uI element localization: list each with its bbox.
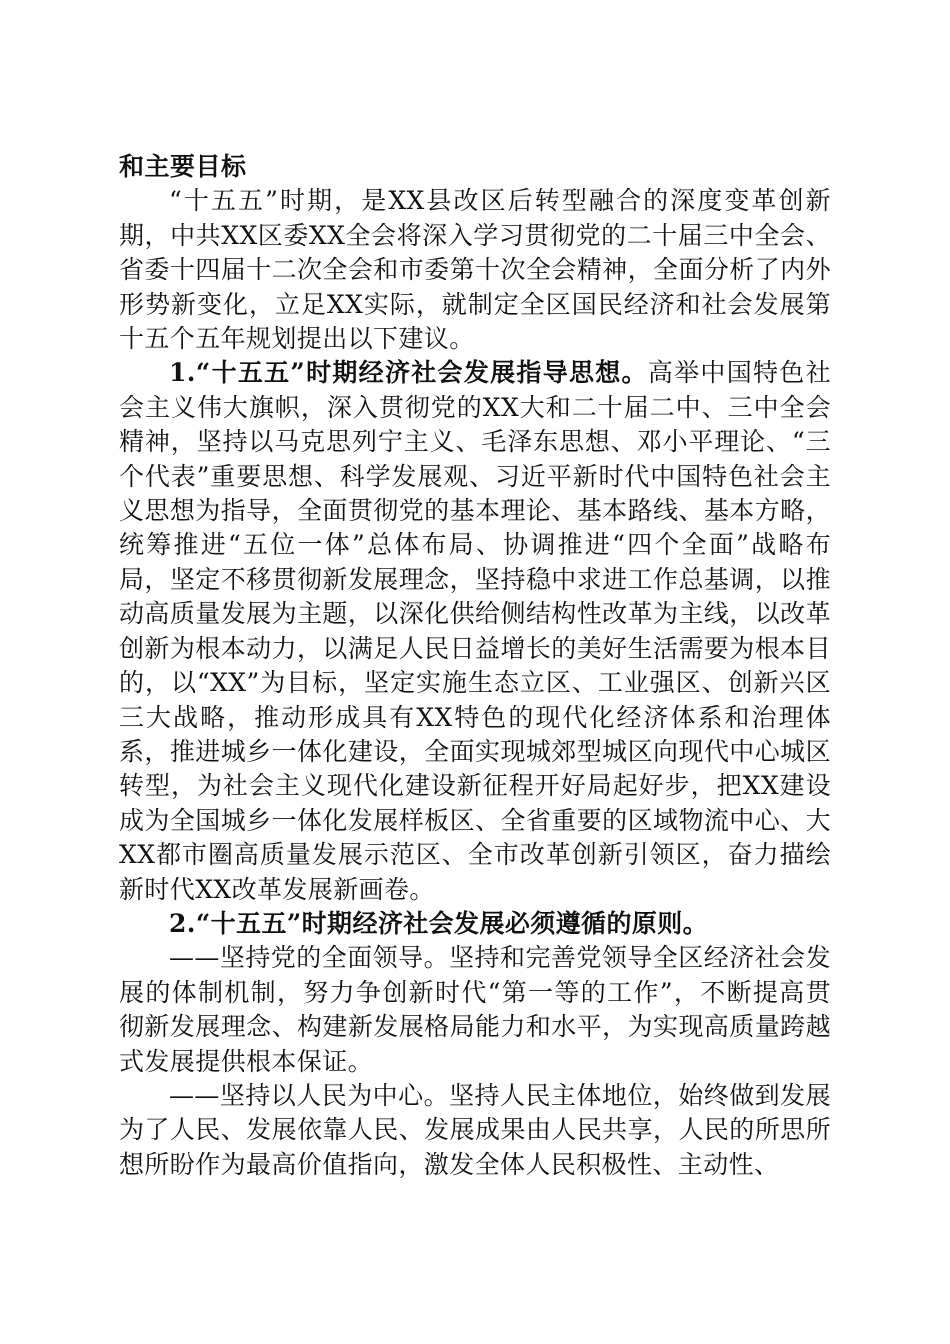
principle-people-centered: ——坚持以人民为中心。坚持人民主体地位，始终做到发展为了人民、发展依靠人民、发展成果由人民共享，人民的所思所想所盼作为最高价值指向，激发全体人民积极性、主动性、: [119, 1080, 831, 1179]
item-2-title: 2.“十五五”时期经济社会发展必须遵循的原则。: [169, 908, 709, 938]
principle-party-leadership: ——坚持党的全面领导。坚持和完善党领导全区经济社会发展的体制机制，努力争创新时代“第一等的工作”，不断提高贯彻新发展理念、构建新发展格局能力和水平，为实现高质量跨越式发展提供根本保证。: [119, 943, 831, 1076]
item-1-title: 1.“十五五”时期经济社会发展指导思想。: [169, 358, 648, 388]
section-heading: 和主要目标: [119, 152, 247, 181]
document-page: [119, 150, 831, 1182]
item-1-paragraph: [119, 356, 831, 907]
intro-paragraph: “十五五”时期，是XX县改区后转型融合的深度变革创新期，中共XX区委XX全会将深入学习贯彻党的二十届三中全会、省委十四届十二次全会和市委第十次全会精神，全面分析了内外形势新变化，立足XX实际，就制定全区国民经济和社会发展第十五个五年规划提出以下建议。: [119, 186, 831, 354]
item-1-body: 高举中国特色社会主义伟大旗帜，深入贯彻党的XX大和二十届二中、三中全会精神，坚持以马克思列宁主义、毛泽东思想、邓小平理论、“三个代表”重要思想、科学发展观、习近平新时代中国特色社会主义思想为指导，全面贯彻党的基本理论、基本路线、基本方略，统筹推进“五位一体”总体布局、协调推进“四个全面”战略布局，坚定不移贯彻新发展理念，坚持稳中求进工作总基调，以推动高质量发展为主题，以深化供给侧结构性改革为主线，以改革创新为根本动力，以满足人民日益增长的美好生活需要为根本目的，以“XX”为目标，坚定实施生态立区、工业强区、创新兴区三大战略，推动形成具有XX特色的现代化经济体系和治理体系，推进城乡一体化建设，全面实现城郊型城区向现代中心城区转型，为社会主义现代化建设新征程开好局起好步，把XX建设成为全国城乡一体化发展样板区、全省重要的区域物流中心、大XX都市圈高质量发展示范区、全市改革创新引领区，奋力描绘新时代XX改革发展新画卷。: [119, 358, 831, 904]
